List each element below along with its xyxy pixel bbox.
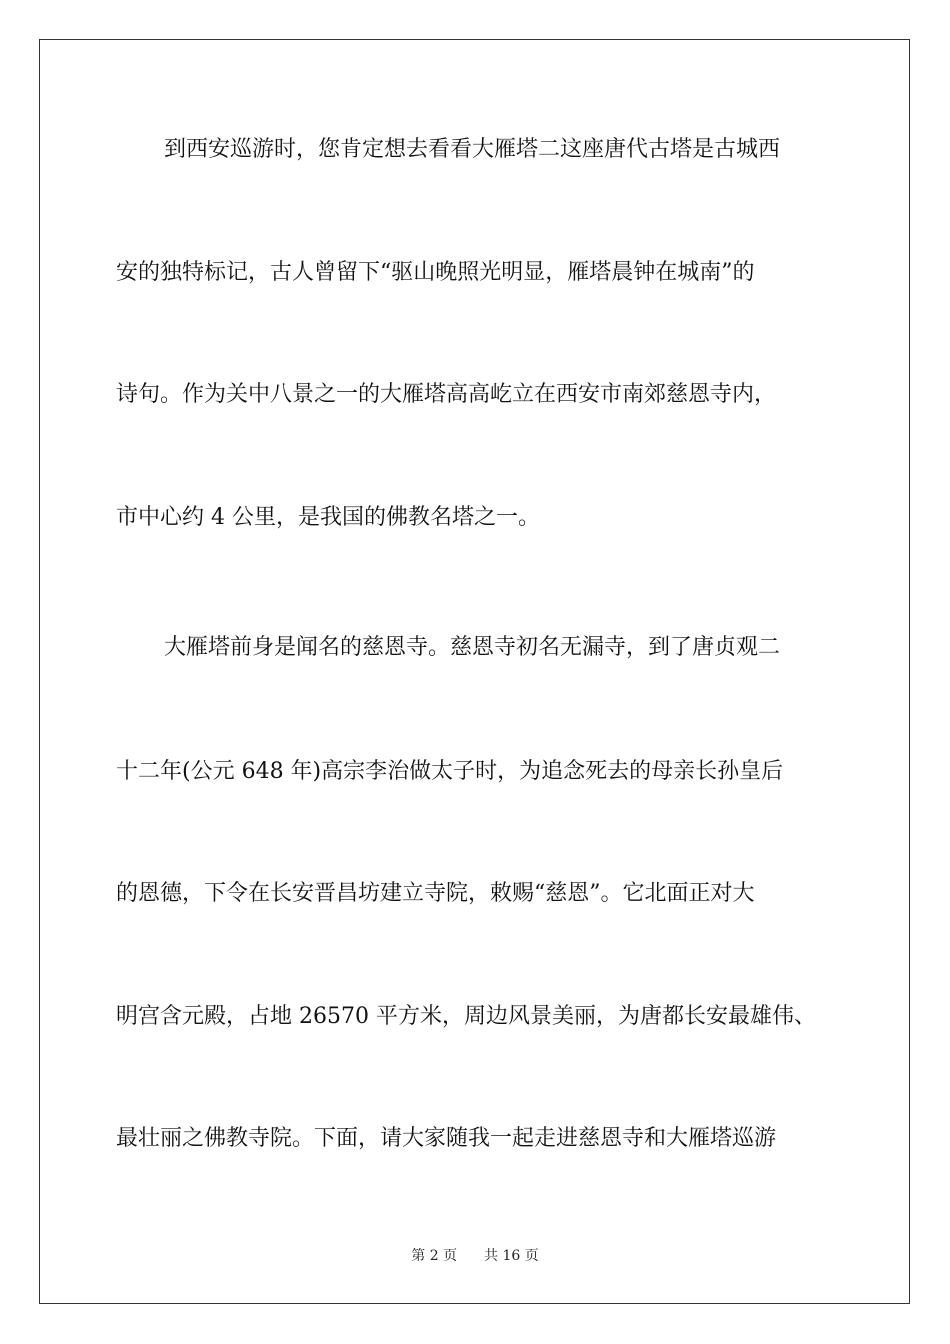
paragraph-1-line-3: 诗句。作为关中八景之一的大雁塔高高屹立在西安市南郊慈恩寺内， (116, 382, 777, 407)
paragraph-2-line-4: 明宫含元殿，占地 26570 平方米，周边风景美丽，为唐都长安最雄伟、 (116, 1004, 816, 1029)
page-border (39, 39, 910, 1304)
paragraph-1-line-2: 安的独特标记，古人曾留下“驱山晚照光明显，雁塔晨钟在城南”的 (116, 260, 755, 285)
paragraph-1-line-4: 市中心约 4 公里，是我国的佛教名塔之一。 (116, 505, 540, 530)
page-number: 第 2 页 (411, 1248, 458, 1264)
paragraph-1-line-1: 到西安巡游时，您肯定想去看看大雁塔二这座唐代古塔是古城西 (164, 137, 781, 162)
page-total: 共 16 页 (484, 1248, 539, 1264)
page-footer (0, 1247, 950, 1265)
paragraph-2-line-3: 的恩德，下令在长安晋昌坊建立寺院，敕赐“慈恩”。它北面正对大 (116, 881, 755, 906)
paragraph-2-line-5: 最壮丽之佛教寺院。下面，请大家随我一起走进慈恩寺和大雁塔巡游 (116, 1126, 777, 1151)
paragraph-2-line-2: 十二年(公元 648 年)高宗李治做太子时，为追念死去的母亲长孙皇后 (116, 759, 784, 784)
paragraph-2-line-1: 大雁塔前身是闻名的慈恩寺。慈恩寺初名无漏寺，到了唐贞观二 (164, 635, 781, 660)
